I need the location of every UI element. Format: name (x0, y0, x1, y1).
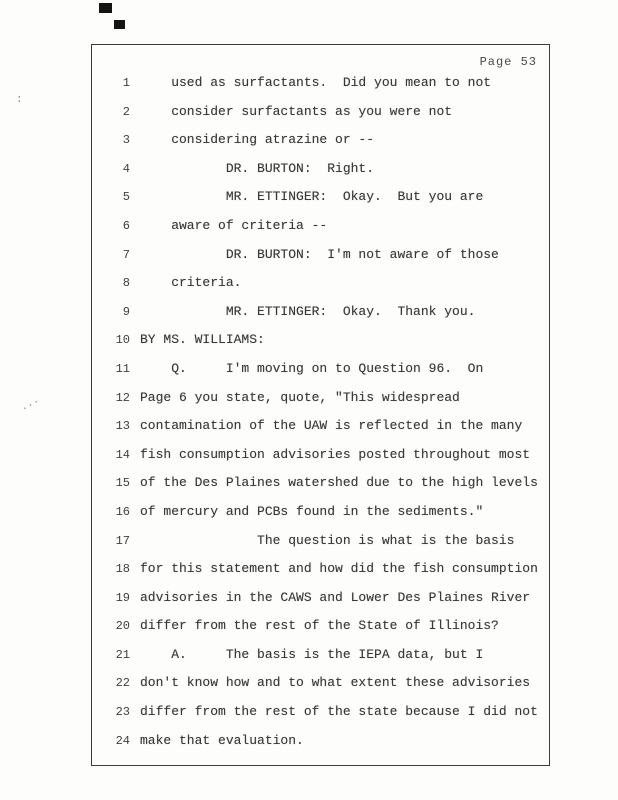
line-number: 9 (122, 304, 130, 319)
transcript-line (92, 304, 549, 333)
transcript-line (92, 561, 549, 590)
line-number: 17 (115, 533, 130, 548)
line-number: 21 (115, 647, 130, 662)
line-text: differ from the rest of the State of Illinois? (140, 618, 499, 634)
line-number: 10 (115, 333, 130, 348)
transcript-line (92, 332, 549, 361)
line-number: 3 (122, 133, 130, 148)
line-number: 15 (115, 476, 130, 491)
line-text: Q. I'm moving on to Question 96. On (140, 360, 484, 376)
transcript-line (92, 704, 549, 733)
line-number: 8 (122, 276, 130, 291)
line-text: MR. ETTINGER: Okay. Thank you. (140, 303, 476, 319)
line-number: 20 (115, 619, 130, 634)
line-text: for this statement and how did the fish consumption (140, 561, 538, 577)
line-text: contamination of the UAW is reflected in the many (140, 418, 523, 434)
transcript-line (92, 618, 549, 647)
line-number: 13 (115, 419, 130, 434)
line-text: don't know how and to what extent these advisories (140, 675, 531, 691)
line-number: 23 (115, 705, 130, 720)
line-number: 2 (122, 104, 130, 119)
page-border-frame (91, 44, 550, 766)
line-text: MR. ETTINGER: Okay. But you are (140, 189, 484, 205)
transcript-line (92, 132, 549, 161)
line-text: of mercury and PCBs found in the sediments." (140, 503, 484, 519)
page-number-label: Page 53 (479, 55, 537, 69)
transcript-line (92, 218, 549, 247)
line-text: differ from the rest of the state because I did not (140, 704, 538, 720)
line-number: 1 (122, 76, 130, 90)
line-number: 5 (122, 190, 130, 205)
scan-artifact (114, 20, 125, 29)
transcript-line (92, 104, 549, 133)
line-number: 4 (122, 161, 130, 176)
transcript-line (92, 647, 549, 676)
line-number: 19 (115, 590, 130, 605)
transcript-line (92, 75, 549, 104)
transcript-line (92, 504, 549, 533)
transcript-line (92, 247, 549, 276)
line-text: fish consumption advisories posted throughout most (140, 446, 531, 462)
line-text: DR. BURTON: I'm not aware of those (140, 246, 499, 262)
line-text: make that evaluation. (140, 732, 304, 748)
line-text: advisories in the CAWS and Lower Des Plaines River (140, 589, 531, 605)
line-text: DR. BURTON: Right. (140, 160, 375, 176)
transcript-line (92, 189, 549, 218)
line-text: of the Des Plaines watershed due to the high levels (140, 475, 538, 491)
transcript-line (92, 390, 549, 419)
line-text: The question is what is the basis (140, 532, 515, 548)
line-number: 11 (115, 361, 130, 376)
scan-artifact (99, 3, 112, 13)
line-text: Page 6 you state, quote, "This widespread (140, 389, 460, 405)
transcript-body (92, 75, 549, 761)
scan-artifact: : (16, 94, 23, 106)
line-text: criteria. (140, 275, 242, 291)
transcript-line (92, 418, 549, 447)
transcript-line (92, 475, 549, 504)
line-number: 7 (122, 247, 130, 262)
transcript-line (92, 161, 549, 190)
line-text: consider surfactants as you were not (140, 103, 453, 119)
transcript-line (92, 533, 549, 562)
line-text: BY MS. WILLIAMS: (140, 332, 265, 348)
line-number: 22 (115, 676, 130, 691)
transcript-line (92, 675, 549, 704)
line-text: considering atrazine or -- (140, 132, 375, 148)
line-text: used as surfactants. Did you mean to not (140, 75, 492, 90)
transcript-line (92, 590, 549, 619)
line-text: aware of criteria -- (140, 217, 328, 233)
transcript-line (92, 275, 549, 304)
line-number: 6 (122, 218, 130, 233)
line-number: 12 (115, 390, 130, 405)
line-text: A. The basis is the IEPA data, but I (140, 646, 484, 662)
transcript-line (92, 733, 549, 762)
line-number: 16 (115, 504, 130, 519)
transcript-line (92, 361, 549, 390)
line-number: 18 (115, 562, 130, 577)
transcript-line (92, 447, 549, 476)
scan-artifact: ... (18, 393, 42, 415)
line-number: 14 (115, 447, 130, 462)
line-number: 24 (115, 733, 130, 748)
